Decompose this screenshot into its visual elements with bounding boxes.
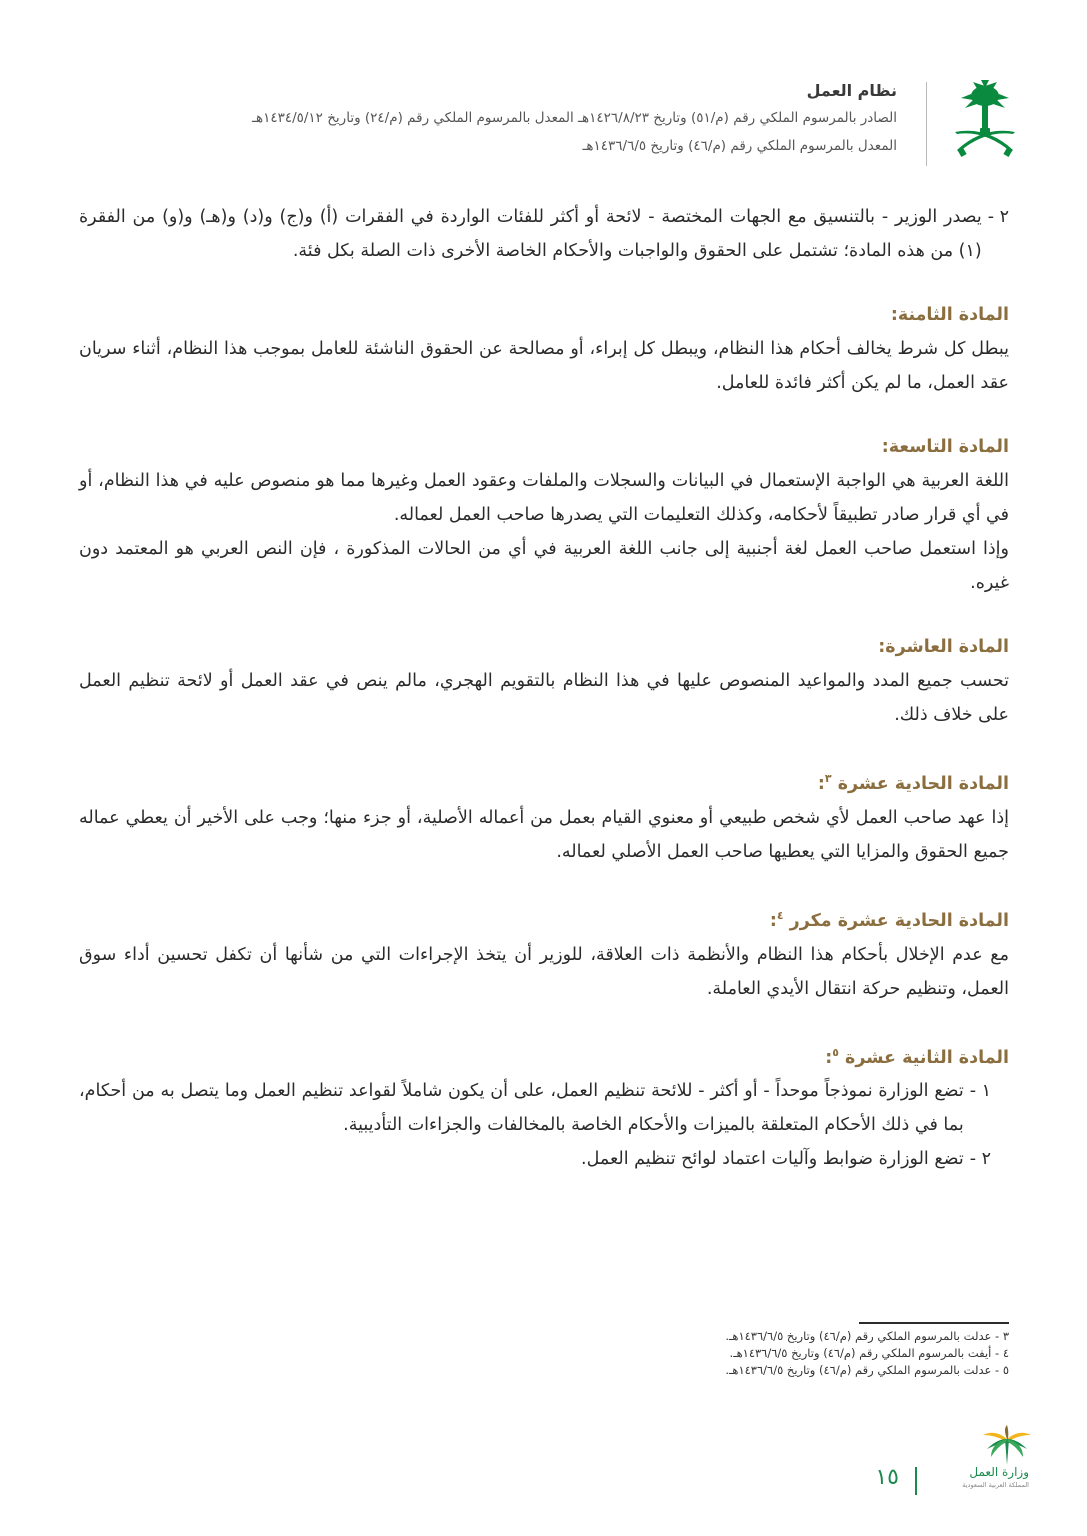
article-9 xyxy=(79,430,1009,600)
saudi-emblem-icon xyxy=(953,80,1017,160)
footnote-rule xyxy=(859,1322,1009,1324)
header-text xyxy=(252,78,897,160)
article-11-bis xyxy=(79,899,1009,1006)
ministry-subtitle: المملكة العربية السعودية xyxy=(962,1481,1029,1489)
page-number: ١٥ xyxy=(875,1465,899,1490)
article-paragraph: اللغة العربية هي الواجبة الإستعمال في البيانات والسجلات والملفات وعقود العمل وغيرها مما هو منصوص عليه في هذا النظام، أو في أي قرار صادر تطبيقاً لأحكامه، وكذلك التعليمات التي يصدرها صاحب العمل لعماله. xyxy=(79,471,1009,525)
page-header xyxy=(67,78,1017,168)
clause-text: يصدر الوزير - بالتنسيق مع الجهات المختصة - لائحة أو أكثر للفئات الواردة في الفقرات (أ) و(ج) و(د) و(هـ) و(و) من الفقرة (١) من هذه المادة؛ تشتمل على الحقوق والواجبات والأحكام الخاصة الأخرى ذات الصلة بكل فئة. xyxy=(79,207,982,261)
footnote-ref[interactable]: ٤ xyxy=(776,908,784,922)
footnote-ref[interactable]: ٣ xyxy=(824,772,832,785)
footnotes xyxy=(689,1322,1009,1379)
article-paragraph: تحسب جميع المدد والمواعيد المنصوص عليها في هذا النظام بالتقويم الهجري، مالم ينص في عقد العمل أو لائحة تنظيم العمل على خلاف ذلك. xyxy=(79,671,1009,725)
clause-number: ٢ - xyxy=(969,1149,991,1170)
article-11 xyxy=(79,762,1009,869)
article-paragraph: إذا عهد صاحب العمل لأي شخص طبيعي أو معنوي القيام بعمل من أعماله الأصلية، أو جزء منها؛ وجب على الأخير أن يعطي عماله جميع الحقوق والمزايا التي يعطيها صاحب العمل الأصلي لعماله. xyxy=(79,807,1009,862)
clause-text: تضع الوزارة نموذجاً موحداً - أو أكثر - للائحة تنظيم العمل، على أن يكون شاملاً لقواعد تنظيم العمل وما يتصل به من أحكام، بما في ذلك الأحكام المتعلقة بالميزات والأحكام الخاصة بالمخالفات والجزاءات التأديبية. xyxy=(79,1081,964,1136)
article-title: المادة التاسعة: xyxy=(881,437,1009,457)
ministry-name: وزارة العمل xyxy=(969,1465,1029,1479)
article-8 xyxy=(79,298,1009,400)
article-title: المادة العاشرة: xyxy=(878,637,1009,657)
article-12 xyxy=(79,1036,1009,1177)
document-body xyxy=(79,200,1009,1176)
footnote-4: ٤ - أيفت بالمرسوم الملكي رقم (م/٤٦) وتاريخ ١٤٣٦/٦/٥هـ. xyxy=(729,1346,1009,1360)
footer-divider xyxy=(915,1467,917,1495)
document-title: نظام العمل xyxy=(806,81,897,100)
article-title: المادة الحادية عشرة مكرر $^٤$: xyxy=(769,908,1009,931)
decree-line-2: المعدل بالمرسوم الملكي رقم (م/٤٦) وتاريخ ١٤٣٦/٦/٥هـ xyxy=(582,138,897,154)
article-paragraph: مع عدم الإخلال بأحكام هذا النظام والأنظمة ذات العلاقة، للوزير أن يتخذ الإجراءات التي من شأنها أن تكفل تحسين أداء سوق العمل، وتنظيم حركة انتقال الأيدي العاملة. xyxy=(79,944,1009,999)
footnote-3: ٣ - عدلت بالمرسوم الملكي رقم (م/٤٦) وتاريخ ١٤٣٦/٦/٥هـ. xyxy=(725,1329,1009,1343)
footnote-5: ٥ - عدلت بالمرسوم الملكي رقم (م/٤٦) وتاريخ ١٤٣٦/٦/٥هـ. xyxy=(725,1363,1009,1377)
clause-number: ٢ - xyxy=(987,207,1009,227)
article-paragraph: يبطل كل شرط يخالف أحكام هذا النظام، ويبطل كل إبراء، أو مصالحة عن الحقوق الناشئة للعامل بموجب هذا النظام، أثناء سريان عقد العمل، ما لم يكن أكثر فائدة للعامل. xyxy=(79,339,1009,393)
clause-text: تضع الوزارة ضوابط وآليات اعتماد لوائح تنظيم العمل. xyxy=(581,1149,964,1170)
article-10 xyxy=(79,630,1009,732)
clause-item xyxy=(79,1074,1009,1142)
decree-line-1: الصادر بالمرسوم الملكي رقم (م/٥١) وتاريخ ١٤٢٦/٨/٢٣هـ المعدل بالمرسوم الملكي رقم (م/٢٤) وتاريخ ١٤٣٤/٥/١٢هـ xyxy=(251,110,897,126)
header-divider xyxy=(926,82,927,166)
page-footer xyxy=(797,1425,1037,1505)
article-title: المادة الثانية عشرة $^٥$: xyxy=(825,1045,1009,1068)
clause-item xyxy=(79,1142,1009,1176)
intro-clause xyxy=(79,200,1009,268)
article-title: المادة الحادية عشرة $^٣$: xyxy=(817,772,1009,794)
article-paragraph: وإذا استعمل صاحب العمل لغة أجنبية إلى جانب اللغة العربية في أي من الحالات المذكورة ، فإن النص العربي هو المعتمد دون غيره. xyxy=(79,539,1009,593)
article-title: المادة الثامنة: xyxy=(890,305,1009,325)
clause-number: ١ - xyxy=(969,1081,991,1102)
footnote-ref[interactable]: ٥ xyxy=(832,1045,839,1059)
